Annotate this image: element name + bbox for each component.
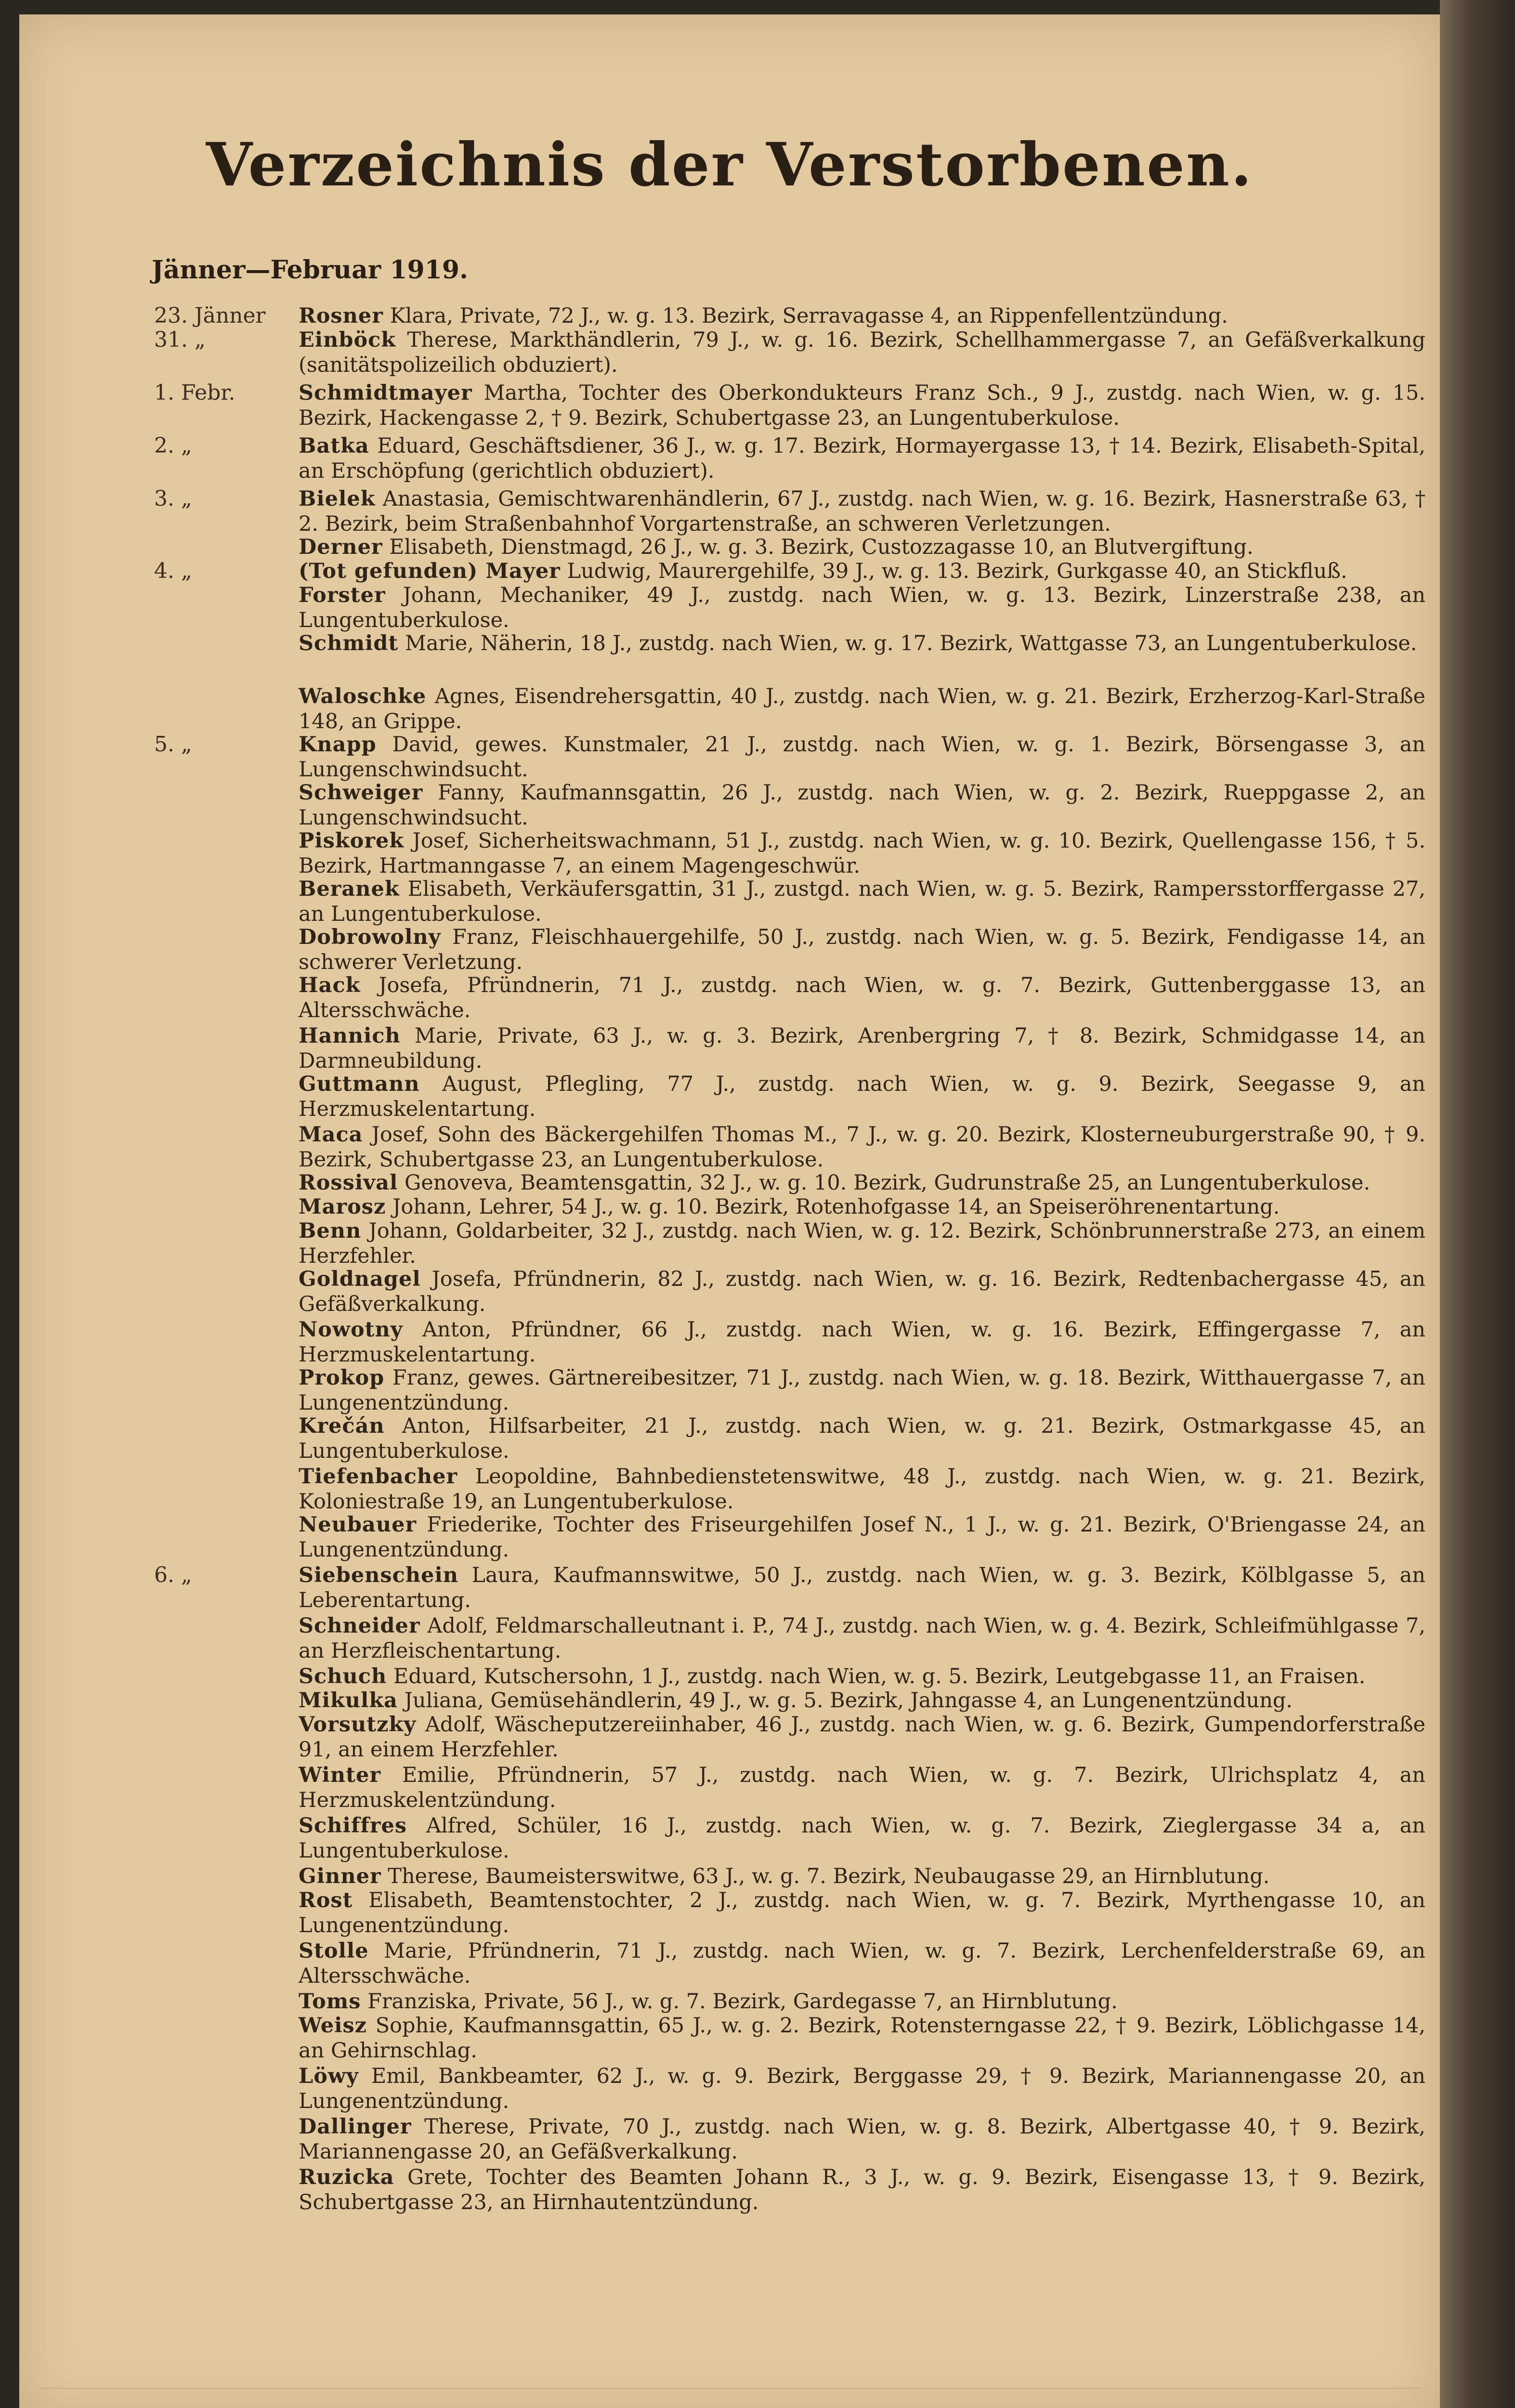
entry-details: Friederike, Tochter des Friseurgehilfen Josef N., 1 J., w. g. 21. Bezirk, O'Briengasse 24, an Lungenentzündung.	[299, 1513, 1425, 1562]
entry-text	[299, 2064, 1425, 2114]
entry-surname: Maca	[299, 1123, 363, 1147]
entry-surname: Guttmann	[299, 1072, 420, 1096]
entry-surname: Benn	[299, 1219, 362, 1243]
entry-details: Agnes, Eisendrehersgattin, 40 J., zustdg. nach Wien, w. g. 21. Bezirk, Erzherzog-Karl-Straße 148, an Grippe.	[299, 684, 1425, 733]
entry-surname: Winter	[299, 1763, 381, 1787]
entry-text	[299, 1170, 1425, 1195]
entry-text	[299, 486, 1425, 537]
entry-text	[299, 1122, 1425, 1172]
entry-text	[299, 925, 1425, 975]
entry-surname: Hack	[299, 973, 361, 997]
entry-text	[299, 535, 1425, 560]
entry-details: Franz, gewes. Gärtnereibesitzer, 71 J., zustdg. nach Wien, w. g. 18. Bezirk, Witthauergasse 7, an Lungenentzündung.	[299, 1366, 1426, 1415]
entry-details: Leopoldine, Bahnbedienstetenswitwe, 48 J., zustdg. nach Wien, w. g. 21. Bezirk, Koloniestraße 19, an Lungentuberkulose.	[299, 1465, 1425, 1514]
entry-text	[299, 1512, 1425, 1562]
entry-surname: Weisz	[299, 2014, 367, 2038]
entry-details: Josef, Sohn des Bäckergehilfen Thomas M., 7 J., w. g. 20. Bezirk, Klosterneuburgerstraße 90, † 9. Bezirk, Schubertgasse 23, an Lungentuberkulose.	[299, 1123, 1425, 1172]
entry-text	[299, 732, 1425, 782]
entry-details: Johann, Goldarbeiter, 32 J., zustdg. nach Wien, w. g. 12. Bezirk, Schönbrunnerstraße 273, an einem Herzfehler.	[299, 1219, 1425, 1268]
entry-surname: Knapp	[299, 733, 377, 757]
entry-surname: Rossival	[299, 1171, 398, 1195]
entry-surname: Schmidt	[299, 631, 399, 655]
entry-details: August, Pflegling, 77 J., zustdg. nach Wien, w. g. 9. Bezirk, Seegasse 9, an Herzmuskelentartung.	[299, 1072, 1425, 1121]
entry-text	[299, 1688, 1425, 1713]
entry-details: Therese, Markthändlerin, 79 J., w. g. 16. Bezirk, Schellhammergasse 7, an Gefäßverkalkung (sanitätspolizeilich obduziert).	[299, 328, 1426, 377]
entry-text	[299, 1613, 1425, 1663]
entry-details: Martha, Tochter des Oberkondukteurs Franz Sch., 9 J., zustdg. nach Wien, w. g. 15. Bezirk, Hackengasse 2, † 9. Bezirk, Schubertgasse 23, an Lungentuberkulose.	[299, 381, 1425, 430]
entry-details: Marie, Private, 63 J., w. g. 3. Bezirk, Arenbergring 7, † 8. Bezirk, Schmidgasse 14, an Darmneubildung.	[299, 1024, 1425, 1073]
entry-details: Elisabeth, Verkäufersgattin, 31 J., zustgd. nach Wien, w. g. 5. Bezirk, Rampersstorffergasse 27, an Lungentuberkulose.	[299, 877, 1425, 926]
entry-text	[299, 780, 1425, 830]
entry-surname: Derner	[299, 535, 383, 559]
entry-surname: Dallinger	[299, 2115, 412, 2139]
document-page	[19, 14, 1440, 2408]
entry-text	[299, 1664, 1425, 1689]
entry-text	[299, 380, 1425, 431]
entry-details: Marie, Pfründnerin, 71 J., zustdg. nach Wien, w. g. 7. Bezirk, Lerchenfelderstraße 69, an Altersschwäche.	[299, 1939, 1426, 1988]
entry-surname: (Tot gefunden) Mayer	[299, 559, 561, 583]
entry-details: Anton, Hilfsarbeiter, 21 J., zustdg. nach Wien, w. g. 21. Bezirk, Ostmarkgasse 45, an Lungentuberkulose.	[299, 1414, 1425, 1463]
entry-surname: Schweiger	[299, 781, 423, 805]
entry-surname: Marosz	[299, 1195, 386, 1219]
entry-surname: Löwy	[299, 2064, 359, 2088]
entry-text	[299, 1023, 1425, 1073]
entry-surname: Nowotny	[299, 1318, 403, 1342]
entry-date: 31. „	[154, 327, 206, 352]
entry-details: David, gewes. Kunstmaler, 21 J., zustdg. nach Wien, w. g. 1. Bezirk, Börsengasse 3, an Lungenschwindsucht.	[299, 733, 1425, 782]
entry-surname: Siebenschein	[299, 1563, 459, 1587]
entry-details: Ludwig, Maurergehilfe, 39 J., w. g. 13. Bezirk, Gurkgasse 40, an Stickfluß.	[567, 559, 1347, 583]
entry-text	[299, 1813, 1425, 1863]
entry-date: 23. Jänner	[154, 303, 266, 328]
entry-surname: Schiffres	[299, 1814, 407, 1838]
page-edge-shadow	[39, 2388, 1421, 2389]
entry-surname: Bielek	[299, 487, 376, 511]
entry-details: Laura, Kaufmannswitwe, 50 J., zustdg. nach Wien, w. g. 3. Bezirk, Kölblgasse 5, an Leberentartung.	[299, 1563, 1425, 1612]
entry-surname: Stolle	[299, 1939, 369, 1963]
entry-text	[299, 1763, 1425, 1813]
entry-text	[299, 1365, 1425, 1415]
entry-details: Emilie, Pfründnerin, 57 J., zustdg. nach Wien, w. g. 7. Bezirk, Ulrichsplatz 4, an Herzmuskelentzündung.	[299, 1763, 1426, 1812]
entry-text	[299, 327, 1425, 378]
entry-surname: Vorsutzky	[299, 1713, 417, 1737]
entry-surname: Batka	[299, 434, 369, 458]
entry-text	[299, 1267, 1425, 1317]
entry-details: Anton, Pfründner, 66 J., zustdg. nach Wien, w. g. 16. Bezirk, Effingergasse 7, an Herzmuskelentartung.	[299, 1318, 1425, 1367]
entry-details: Emil, Bankbeamter, 62 J., w. g. 9. Bezirk, Berggasse 29, † 9. Bezirk, Mariannengasse 20, an Lungenentzündung.	[299, 2064, 1426, 2113]
entry-text	[299, 583, 1425, 633]
entry-details: Alfred, Schüler, 16 J., zustdg. nach Wien, w. g. 7. Bezirk, Zieglergasse 34 a, an Lungentuberkulose.	[299, 1814, 1425, 1863]
entry-details: Genoveva, Beamtensgattin, 32 J., w. g. 10. Bezirk, Gudrunstraße 25, an Lungentuberkulose.	[405, 1171, 1371, 1195]
entry-text	[299, 1938, 1425, 1989]
entry-text	[299, 1712, 1425, 1762]
entry-surname: Hannich	[299, 1024, 401, 1048]
entry-text	[299, 1989, 1425, 2014]
entry-text	[299, 1218, 1425, 1269]
entry-text	[299, 2165, 1425, 2215]
entry-details: Eduard, Kutschersohn, 1 J., zustdg. nach Wien, w. g. 5. Bezirk, Leutgebgasse 11, an Fraisen.	[393, 1664, 1366, 1688]
entry-details: Therese, Baumeisterswitwe, 63 J., w. g. 7. Bezirk, Neubaugasse 29, an Hirnblutung.	[388, 1864, 1270, 1888]
entry-text	[299, 684, 1425, 734]
entry-surname: Mikulka	[299, 1688, 398, 1713]
entry-details: Anastasia, Gemischtwarenhändlerin, 67 J., zustdg. nach Wien, w. g. 16. Bezirk, Hasnerstraße 63, † 2. Bezirk, beim Straßenbahnhof Vorgartenstraße, an schweren Verletzungen.	[299, 487, 1425, 536]
entry-text	[299, 1864, 1425, 1889]
entry-details: Adolf, Wäscheputzereiinhaber, 46 J., zustdg. nach Wien, w. g. 6. Bezirk, Gumpendorferstraße 91, an einem Herzfehler.	[299, 1713, 1425, 1762]
entry-surname: Piskorek	[299, 829, 405, 853]
entry-details: Josefa, Pfründnerin, 71 J., zustdg. nach Wien, w. g. 7. Bezirk, Guttenberggasse 13, an Altersschwäche.	[299, 973, 1425, 1022]
entry-surname: Krečán	[299, 1414, 385, 1438]
entry-details: Grete, Tochter des Beamten Johann R., 3 J., w. g. 9. Bezirk, Eisengasse 13, † 9. Bezirk, Schubertgasse 23, an Hirnhautentzündung.	[299, 2165, 1426, 2214]
entry-surname: Beranek	[299, 877, 400, 901]
entry-surname: Prokop	[299, 1366, 385, 1390]
entry-date: 3. „	[154, 486, 192, 511]
entry-surname: Einböck	[299, 328, 396, 352]
entry-date: 4. „	[154, 559, 192, 583]
entry-surname: Waloschke	[299, 684, 427, 708]
entry-text	[299, 1888, 1425, 1938]
entry-details: Johann, Mechaniker, 49 J., zustdg. nach Wien, w. g. 13. Bezirk, Linzerstraße 238, an Lungentuberkulose.	[299, 583, 1426, 632]
entry-text	[299, 2013, 1425, 2063]
entry-text	[299, 828, 1425, 878]
entry-details: Franz, Fleischhauergehilfe, 50 J., zustdg. nach Wien, w. g. 5. Bezirk, Fendigasse 14, an schwerer Verletzung.	[299, 925, 1425, 974]
entry-surname: Goldnagel	[299, 1267, 421, 1291]
book-binding	[1440, 0, 1515, 2408]
period-heading: Jänner—Februar 1919.	[152, 255, 469, 285]
entry-surname: Schneider	[299, 1614, 420, 1638]
entry-text	[299, 1194, 1425, 1219]
entry-text	[299, 1464, 1425, 1514]
entry-date: 6. „	[154, 1563, 192, 1587]
entry-details: Klara, Private, 72 J., w. g. 13. Bezirk, Serravagasse 4, an Rippenfellentzündung.	[390, 304, 1228, 328]
entry-text	[299, 2114, 1425, 2164]
entry-surname: Rost	[299, 1888, 353, 1912]
entry-text	[299, 631, 1425, 656]
entry-text	[299, 1563, 1425, 1613]
entry-text	[299, 559, 1425, 584]
entry-details: Elisabeth, Dienstmagd, 26 J., w. g. 3. Bezirk, Custozzagasse 10, an Blutvergiftung.	[389, 535, 1254, 559]
entry-details: Sophie, Kaufmannsgattin, 65 J., w. g. 2. Bezirk, Rotensterngasse 22, † 9. Bezirk, Löblichgasse 14, an Gehirnschlag.	[299, 2014, 1426, 2063]
entry-text	[299, 433, 1425, 484]
entry-text	[299, 1317, 1425, 1367]
entry-details: Elisabeth, Beamtenstochter, 2 J., zustdg. nach Wien, w. g. 7. Bezirk, Myrthengasse 10, an Lungenentzündung.	[299, 1888, 1425, 1937]
entry-details: Eduard, Geschäftsdiener, 36 J., w. g. 17. Bezirk, Hormayergasse 13, † 14. Bezirk, Elisabeth-Spital, an Erschöpfung (gerichtlich obduziert).	[299, 434, 1425, 483]
entry-details: Josef, Sicherheitswachmann, 51 J., zustdg. nach Wien, w. g. 10. Bezirk, Quellengasse 156, † 5. Bezirk, Hartmanngasse 7, an einem Magengeschwür.	[299, 829, 1425, 878]
entry-details: Franziska, Private, 56 J., w. g. 7. Bezirk, Gardegasse 7, an Hirnblutung.	[367, 1989, 1118, 2014]
entry-surname: Ginner	[299, 1864, 381, 1888]
entry-details: Therese, Private, 70 J., zustdg. nach Wien, w. g. 8. Bezirk, Albertgasse 40, † 9. Bezirk, Mariannengasse 20, an Gefäßverkalkung.	[299, 2115, 1425, 2164]
entry-details: Marie, Näherin, 18 J., zustdg. nach Wien, w. g. 17. Bezirk, Wattgasse 73, an Lungentuberkulose.	[405, 631, 1417, 655]
entry-surname: Ruzicka	[299, 2165, 394, 2189]
entry-text	[299, 877, 1425, 927]
entry-list	[19, 14, 1440, 2408]
entry-date: 1. Febr.	[154, 380, 235, 405]
entry-details: Juliana, Gemüsehändlerin, 49 J., w. g. 5. Bezirk, Jahngasse 4, an Lungenentzündung.	[404, 1688, 1293, 1713]
entry-details: Johann, Lehrer, 54 J., w. g. 10. Bezirk, Rotenhofgasse 14, an Speiseröhrenentartung.	[392, 1195, 1280, 1219]
entry-surname: Schmidtmayer	[299, 381, 472, 405]
entry-date: 2. „	[154, 433, 192, 458]
entry-surname: Forster	[299, 583, 386, 607]
entry-text	[299, 1413, 1425, 1464]
entry-text	[299, 973, 1425, 1023]
entry-details: Adolf, Feldmarschalleutnant i. P., 74 J., zustdg. nach Wien, w. g. 4. Bezirk, Schleifmühlgasse 7, an Herzfleischentartung.	[299, 1614, 1425, 1663]
entry-text	[299, 1072, 1425, 1122]
entry-surname: Rosner	[299, 304, 383, 328]
page-title: Verzeichnis der Verstorbenen.	[206, 130, 1254, 200]
entry-date: 5. „	[154, 732, 192, 757]
entry-surname: Dobrowolny	[299, 925, 441, 949]
entry-details: Fanny, Kaufmannsgattin, 26 J., zustdg. nach Wien, w. g. 2. Bezirk, Rueppgasse 2, an Lungenschwindsucht.	[299, 781, 1425, 830]
entry-details: Josefa, Pfründnerin, 82 J., zustdg. nach Wien, w. g. 16. Bezirk, Redtenbachergasse 45, an Gefäßverkalkung.	[299, 1267, 1425, 1316]
entry-surname: Tiefenbacher	[299, 1465, 458, 1489]
entry-surname: Schuch	[299, 1664, 387, 1688]
entry-surname: Neubauer	[299, 1513, 417, 1537]
entry-surname: Toms	[299, 1989, 361, 2014]
entry-text	[299, 303, 1425, 328]
